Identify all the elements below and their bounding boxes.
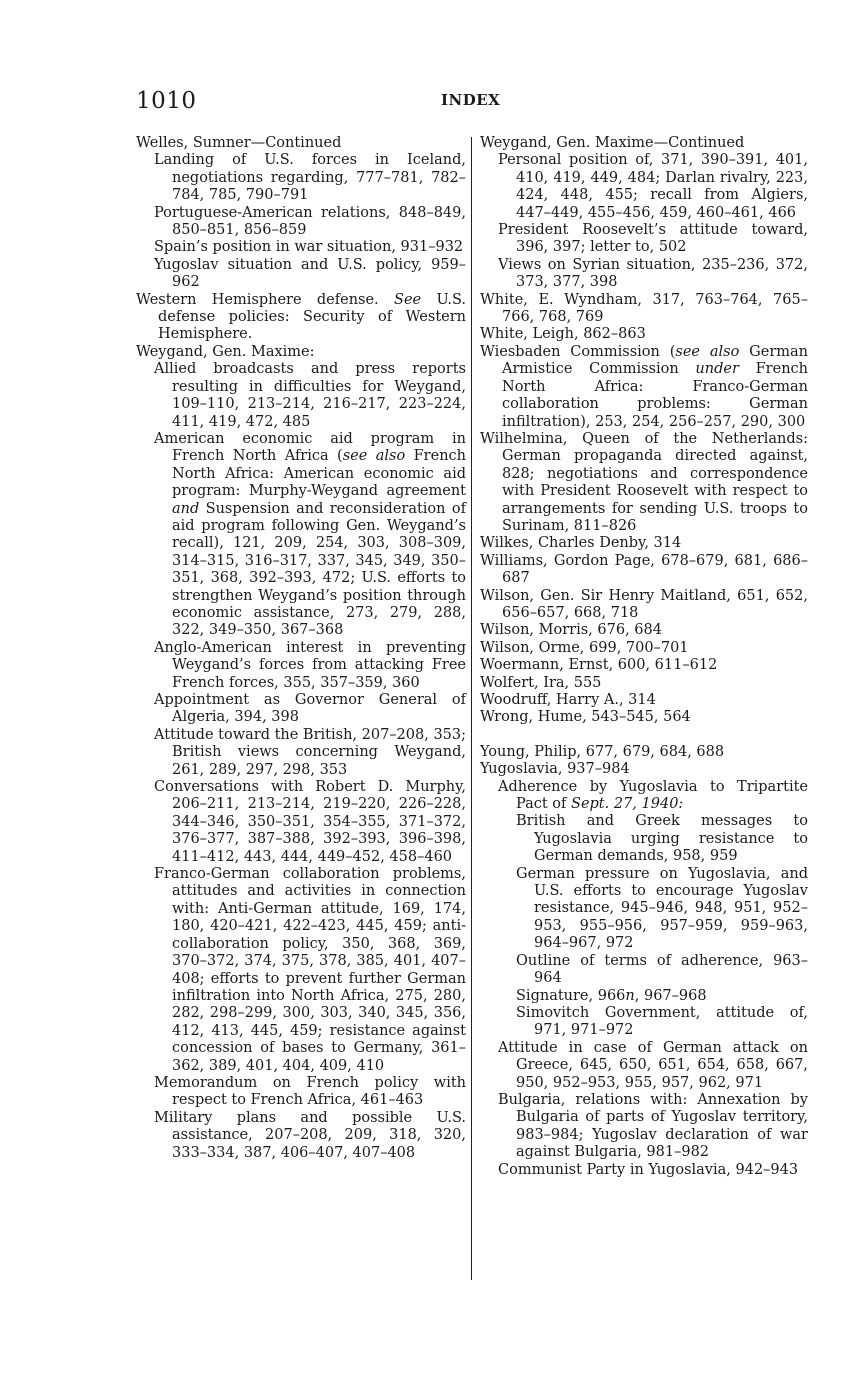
index-subentry: American economic aid program in French North Africa (see also French North Africa: American economic aid program: Murphy-Weygand agreement and Suspension and reconsideration of aid program following Gen. Weygand’s recall), 121, 209, 254, 303, 308–309, 314–315, 316–317, 337, 345, 349, 350–351, 368, 392–393, 472; U.S. efforts to strengthen Weygand’s position through economic assistance, 273, 279, 288, 322, 349–350, 367–368 — [154, 430, 466, 639]
index-subentry: Military plans and possible U.S. assistance, 207–208, 209, 318, 320, 333–334, 387, 406–407, 407–408 — [154, 1109, 466, 1161]
index-subentry: President Roosevelt’s attitude toward, 396, 397; letter to, 502 — [498, 222, 808, 256]
index-entry: Wilson, Morris, 676, 684 — [480, 622, 662, 639]
index-subentry: Anglo-American interest in preventing Weygand’s forces from attacking Free French forces, 355, 357–359, 360 — [154, 639, 466, 691]
page-number: 1010 — [136, 88, 197, 114]
index-subentry: Portuguese-American relations, 848–849, 850–851, 856–859 — [154, 204, 466, 239]
index-entry: Weygand, Gen. Maxime—Continued — [480, 135, 745, 151]
index-subentry: Appointment as Governor General of Algeria, 394, 398 — [154, 692, 466, 726]
index-subentry: Landing of U.S. forces in Iceland, negotiations regarding, 777–781, 782–784, 785, 790–791 — [154, 152, 466, 204]
index-entry: Western Hemisphere defense. See U.S. defense policies: Security of Western Hemisphere. — [136, 291, 466, 343]
index-subentry: Yugoslav situation and U.S. policy, 959–962 — [154, 256, 466, 291]
index-subentry: Bulgaria, relations with: Annexation by Bulgaria of parts of Yugoslav territory, 983–984; Yugoslav declaration of war against Bulgaria, 981–982 — [498, 1091, 808, 1161]
index-subentry: Attitude in case of German attack on Greece, 645, 650, 651, 654, 658, 667, 950, 952–953, 955, 957, 962, 971 — [498, 1039, 808, 1091]
column-divider — [471, 137, 472, 1280]
index-subentry: Attitude toward the British, 207–208, 353; British views concerning Weygand, 261, 289, 297, 298, 353 — [154, 726, 467, 778]
index-entry: Woermann, Ernst, 600, 611–612 — [480, 657, 718, 674]
index-entry: White, E. Wyndham, 317, 763–764, 765–766, 768, 769 — [480, 291, 808, 326]
index-subsubentry: Simovitch Government, attitude of, 971, 971–972 — [516, 1004, 808, 1039]
running-head: INDEX — [441, 91, 501, 109]
index-entry: Wrong, Hume, 543–545, 564 — [480, 709, 691, 726]
index-entry: Woodruff, Harry A., 314 — [480, 692, 656, 708]
index-entry: Weygand, Gen. Maxime: — [136, 343, 315, 360]
index-subsubentry: Outline of terms of adherence, 963–964 — [516, 952, 808, 987]
index-entry: White, Leigh, 862–863 — [480, 326, 646, 343]
index-subentry: Conversations with Robert D. Murphy, 206–211, 213–214, 219–220, 226–228, 344–346, 350–351, 354–355, 371–372, 376–377, 387–388, 392–393, 396–398, 411–412, 443, 444, 449–452, 458–460 — [154, 779, 466, 865]
index-subentry: Allied broadcasts and press reports resulting in difficulties for Weygand, 109–110, 213–214, 216–217, 223–224, 411, 419, 472, 485 — [154, 361, 466, 430]
index-subentry: Franco-German collaboration problems, attitudes and activities in connection with: Anti-German attitude, 169, 174, 180, 420–421, 422–423, 445, 459; anti-collaboration policy, 350, 368, 369, 370–372, 374, 375, 378, 385, 401, 407–408; efforts to prevent further German infiltration into North Africa, 275, 280, 282, 298–299, 300, 303, 340, 345, 356, 412, 413, 445, 459; resistance against concession of bases to Germany, 361–362, 389, 401, 404, 409, 410 — [154, 866, 466, 1074]
index-entry: Wiesbaden Commission (see also German Armistice Commission under French North Africa: Franco-German collaboration problems: German infiltration), 253, 254, 256–257, 290, 300 — [480, 343, 808, 430]
index-entry: Yugoslavia, 937–984 — [480, 761, 630, 778]
index-subsubentry: Signature, 966n, 967–968 — [516, 987, 707, 1004]
index-subentry: Communist Party in Yugoslavia, 942–943 — [498, 1161, 799, 1178]
index-entry: Young, Philip, 677, 679, 684, 688 — [480, 743, 725, 760]
index-subentry: Personal position of, 371, 390–391, 401, 410, 419, 449, 484; Darlan rivalry, 223, 424, 448, 455; recall from Algiers, 447–449, 455–456, 459, 460–461, 466 — [498, 152, 808, 221]
index-entry: Welles, Sumner—Continued — [136, 135, 342, 151]
letter-group-gap — [480, 727, 808, 744]
index-subentry: Adherence by Yugoslavia to Tripartite Pact of Sept. 27, 1940: — [498, 778, 808, 813]
index-subentry: Views on Syrian situation, 235–236, 372, 373, 377, 398 — [498, 256, 808, 291]
index-column-left — [136, 135, 466, 1162]
index-entry: Williams, Gordon Page, 678–679, 681, 686–687 — [480, 552, 808, 587]
index-entry: Wilhelmina, Queen of the Netherlands: German propaganda directed against, 828; negotiations and correspondence with President Roosevelt with respect to arrangements for sending U.S. troops to Surinam, 811–826 — [480, 430, 808, 534]
index-subentry: Memorandum on French policy with respect to French Africa, 461–463 — [154, 1074, 466, 1109]
index-entry: Wilson, Gen. Sir Henry Maitland, 651, 652, 656–657, 668, 718 — [480, 587, 808, 621]
index-column-right — [480, 135, 808, 1179]
index-subsubentry: British and Greek messages to Yugoslavia urging resistance to German demands, 958, 959 — [516, 813, 808, 865]
index-subentry: Spain’s position in war situation, 931–932 — [154, 239, 464, 256]
index-entry: Wilson, Orme, 699, 700–701 — [480, 639, 689, 656]
index-entry: Wolfert, Ira, 555 — [480, 674, 602, 691]
index-subsubentry: German pressure on Yugoslavia, and U.S. efforts to encourage Yugoslav resistance, 945–946, 948, 951, 952–953, 955–956, 957–959, 959–963, 964–967, 972 — [516, 865, 808, 952]
index-entry: Wilkes, Charles Denby, 314 — [480, 535, 682, 552]
